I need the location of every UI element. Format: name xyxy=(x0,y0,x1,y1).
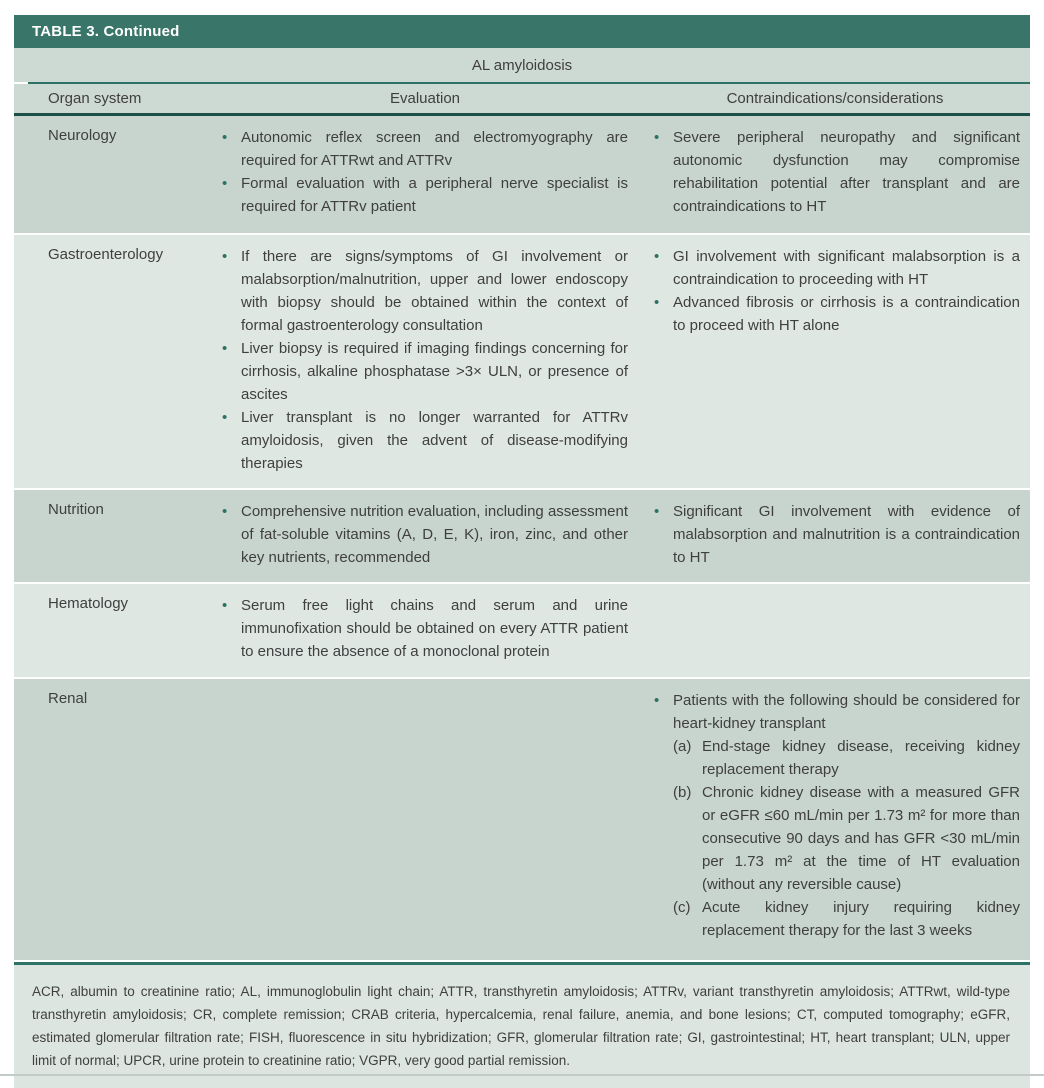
table-row-nutrition xyxy=(14,490,1030,582)
bullet-icon: • xyxy=(222,340,228,357)
contraindications-cell xyxy=(640,584,1030,677)
evaluation-bullet-text: Formal evaluation with a peripheral nerve specialist is required for ATTRv patient xyxy=(241,175,628,215)
evaluation-bullet-text: Comprehensive nutrition evaluation, including assessment of fat-soluble vitamins (A, D, E, K), iron, zinc, and other key nutrients, recommended xyxy=(241,503,628,566)
contraindications-cell xyxy=(640,679,1030,960)
table-row-gastroenterology xyxy=(14,235,1030,488)
contraindication-bullet-text: Significant GI involvement with evidence of malabsorption and malnutrition is a contraindication to HT xyxy=(673,503,1020,566)
organ-system-label: Nutrition xyxy=(48,501,104,518)
contraindication-bullet-item xyxy=(654,689,1022,735)
table-row-renal xyxy=(14,679,1030,960)
evaluation-bullet-item xyxy=(222,337,630,406)
bullet-icon: • xyxy=(654,503,660,520)
evaluation-bullet-text: Autonomic reflex screen and electromyography are required for ATTRwt and ATTRv xyxy=(241,129,628,169)
contraindication-bullet-item xyxy=(654,126,1022,218)
contraindications-cell xyxy=(640,235,1030,488)
evaluation-bullet-text: Liver transplant is no longer warranted for ATTRv amyloidosis, given the advent of disease-modifying therapies xyxy=(241,409,628,472)
organ-system-label: Hematology xyxy=(48,595,129,612)
bullet-icon: • xyxy=(222,175,228,192)
bullet-icon: • xyxy=(654,248,660,265)
table-row-neurology xyxy=(14,116,1030,233)
evaluation-cell xyxy=(210,235,640,488)
sub-item-b xyxy=(673,781,1022,896)
sub-item-text: End-stage kidney disease, receiving kidney replacement therapy xyxy=(702,738,1020,778)
sub-item-marker: (b) xyxy=(673,784,692,801)
sub-item-marker: (c) xyxy=(673,899,691,916)
contraindications-cell xyxy=(640,116,1030,233)
contraindication-bullet-item xyxy=(654,500,1022,569)
evaluation-bullet-text: If there are signs/symptoms of GI involvement or malabsorption/malnutrition, upper and lower endoscopy with biopsy should be obtained within the context of formal gastroenterology consultation xyxy=(241,248,628,334)
bullet-icon: • xyxy=(222,248,228,265)
bullet-icon: • xyxy=(222,409,228,426)
table-3-continued xyxy=(14,15,1030,1088)
lettered-sub-list xyxy=(673,735,1022,942)
column-header-row xyxy=(14,84,1030,113)
table-row-hematology xyxy=(14,584,1030,677)
spanner-header-al-amyloidosis: AL amyloidosis xyxy=(14,48,1030,82)
contraindications-cell xyxy=(640,490,1030,582)
column-header-evaluation: Evaluation xyxy=(389,90,461,107)
evaluation-cell xyxy=(210,116,640,233)
sub-item-marker: (a) xyxy=(673,738,692,755)
contraindication-bullet-item xyxy=(654,245,1022,291)
evaluation-cell xyxy=(210,584,640,677)
bullet-icon: • xyxy=(222,129,228,146)
table-title-bar xyxy=(14,15,1030,48)
contraindication-bullet-text: Patients with the following should be considered for heart-kidney transplant xyxy=(673,692,1020,732)
table-title: TABLE 3. Continued xyxy=(32,23,180,40)
evaluation-cell xyxy=(210,679,640,960)
sub-item-text: Acute kidney injury requiring kidney replacement therapy for the last 3 weeks xyxy=(702,899,1020,939)
evaluation-bullet-item xyxy=(222,406,630,475)
contraindication-bullet-text: Severe peripheral neuropathy and significant autonomic dysfunction may compromise rehabilitation potential after transplant and are contraindications to HT xyxy=(673,129,1020,215)
evaluation-bullet-item xyxy=(222,172,630,218)
bullet-icon: • xyxy=(654,692,660,709)
organ-system-label: Renal xyxy=(48,690,88,707)
evaluation-bullet-item xyxy=(222,245,630,337)
evaluation-bullet-item xyxy=(222,594,630,663)
organ-system-label: Gastroenterology xyxy=(48,246,164,263)
contraindication-bullet-text: Advanced fibrosis or cirrhosis is a contraindication to proceed with HT alone xyxy=(673,294,1020,334)
evaluation-bullet-item xyxy=(222,500,630,569)
evaluation-bullet-text: Serum free light chains and serum and urine immunofixation should be obtained on every ATTR patient to ensure the absence of a monoclonal protein xyxy=(241,597,628,660)
sub-item-a xyxy=(673,735,1022,781)
evaluation-bullet-text: Liver biopsy is required if imaging findings concerning for cirrhosis, alkaline phosphatase >3× ULN, or presence of ascites xyxy=(241,340,628,403)
bullet-icon: • xyxy=(222,503,228,520)
sub-item-text: Chronic kidney disease with a measured GFR or eGFR ≤60 mL/min per 1.73 m² for more than consecutive 90 days and has GFR <30 mL/min per 1.73 m² at the time of HT evaluation (without any reversible cause) xyxy=(702,784,1020,893)
bullet-icon: • xyxy=(654,294,660,311)
organ-system-label: Neurology xyxy=(48,127,117,144)
page-bottom-divider xyxy=(0,1074,1044,1076)
contraindication-bullet-text: GI involvement with significant malabsorption is a contraindication to proceeding with HT xyxy=(673,248,1020,288)
contraindication-bullet-item xyxy=(654,291,1022,337)
abbreviations-footnote: ACR, albumin to creatinine ratio; AL, immunoglobulin light chain; ATTR, transthyretin amyloidosis; ATTRv, variant transthyretin amyloidosis; ATTRwt, wild-type transthyretin amyloidosis; CR, complete remission; CRAB criteria, hypercalcemia, renal failure, anemia, and bone lesions; CT, computed tomography; eGFR, estimated glomerular filtration rate; FISH, fluorescence in situ hybridization; GFR, glomerular filtration rate; GI, gastrointestinal; HT, heart transplant; ULN, upper limit of normal; UPCR, urine protein to creatinine ratio; VGPR, very good partial remission. xyxy=(14,965,1030,1088)
column-header-contraindications: Contraindications/considerations xyxy=(726,90,944,107)
sub-item-c xyxy=(673,896,1022,942)
bullet-icon: • xyxy=(654,129,660,146)
column-header-organ-system: Organ system xyxy=(48,90,142,107)
table-rows xyxy=(14,116,1030,960)
bullet-icon: • xyxy=(222,597,228,614)
evaluation-bullet-item xyxy=(222,126,630,172)
evaluation-cell xyxy=(210,490,640,582)
